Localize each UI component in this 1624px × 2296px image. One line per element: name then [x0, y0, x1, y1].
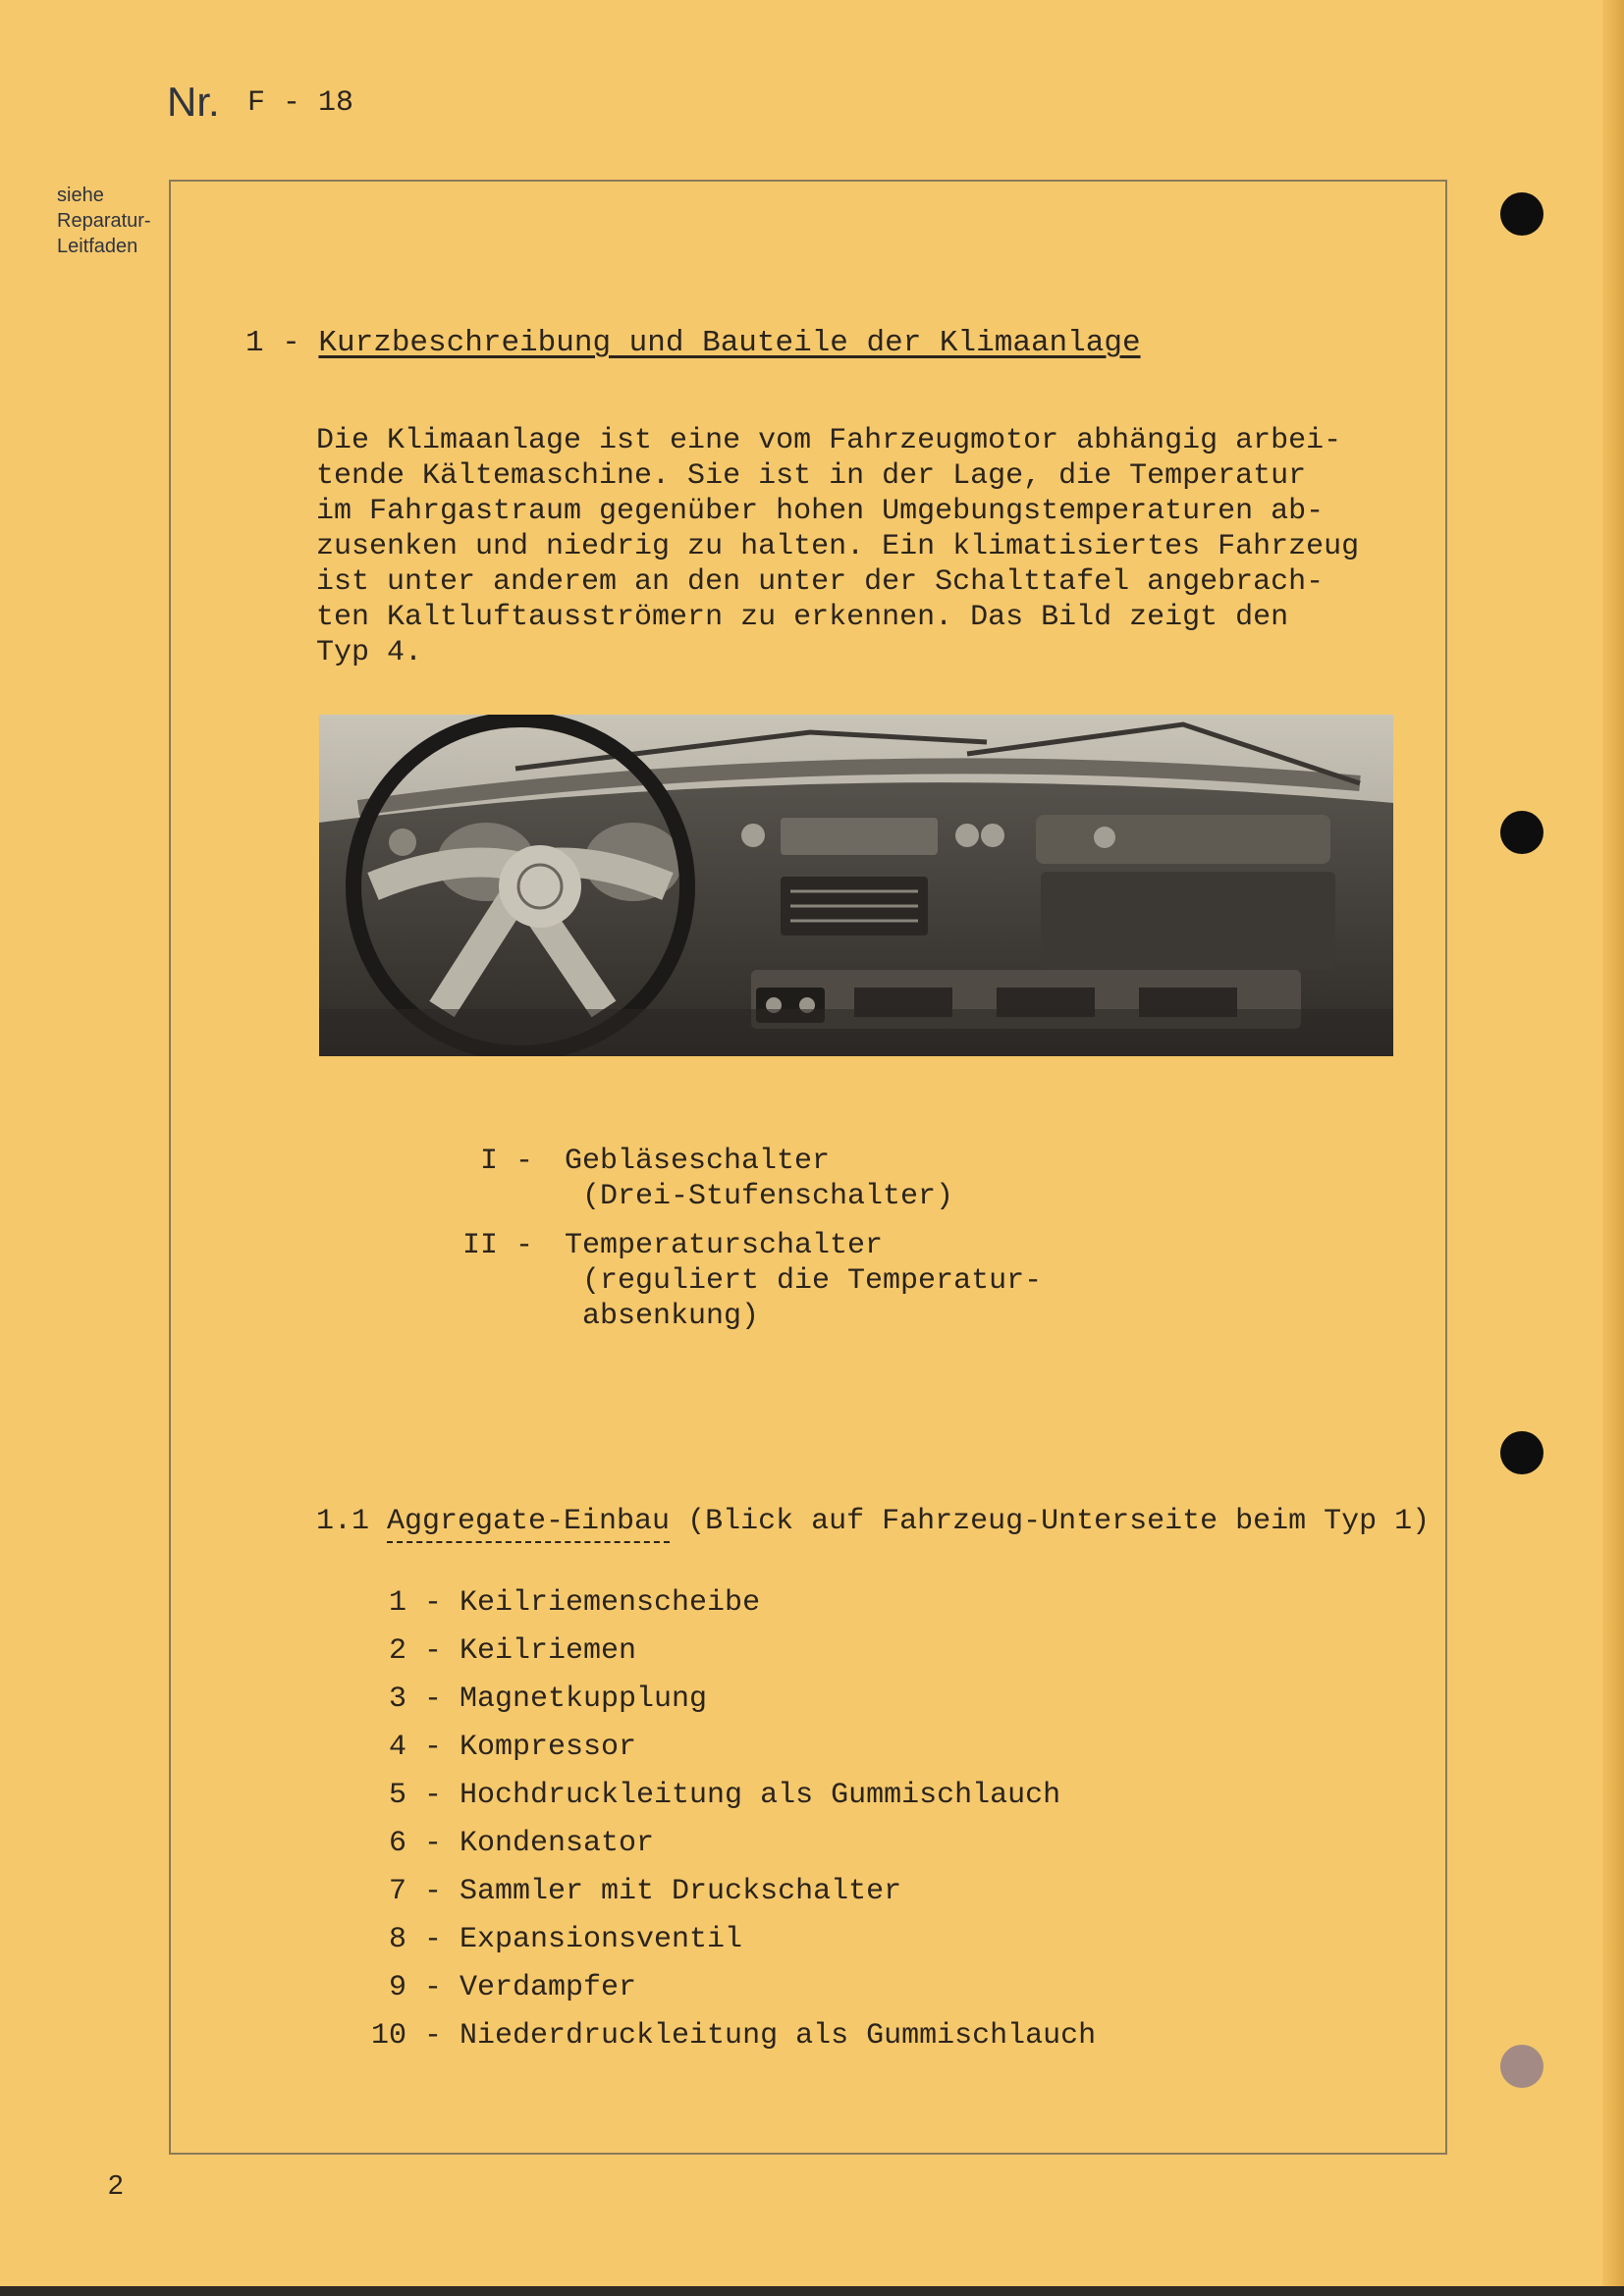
list-item: 2 - Keilriemen	[365, 1633, 1096, 1682]
margin-note-line: siehe	[57, 185, 104, 206]
list-item: 10 - Niederdruckleitung als Gummischlauch	[365, 2018, 1096, 2066]
legend-line: (Drei-Stufenschalter)	[565, 1180, 954, 1213]
list-item-label: Hochdruckleitung als Gummischlauch	[460, 1779, 1061, 1812]
list-item-number: 8	[388, 1923, 406, 1956]
list-item: 5 - Hochdruckleitung als Gummischlauch	[365, 1778, 1096, 1826]
section-1-1-number: 1.1	[316, 1505, 388, 1538]
paragraph-line: ten Kaltluftausströmern zu erkennen. Das Bild zeigt den	[316, 601, 1289, 634]
section-1-heading	[245, 326, 1141, 360]
legend-number: I -	[479, 1145, 551, 1178]
section-1-1-note: (Blick auf Fahrzeug-Unterseite beim Typ 1)	[670, 1505, 1431, 1538]
section-1-paragraph	[316, 423, 1435, 670]
list-item: 7 - Sammler mit Druckschalter	[365, 1874, 1096, 1922]
dashboard-photo	[319, 715, 1393, 1056]
legend-line: (reguliert die Temperatur-	[565, 1264, 1043, 1298]
list-item-number: 4	[388, 1731, 406, 1764]
legend-entry-i	[479, 1144, 1042, 1214]
punch-hole	[1500, 192, 1543, 236]
paragraph-line: ist unter anderem an den unter der Schalttafel angebrach-	[316, 565, 1325, 599]
paragraph-line: Typ 4.	[316, 636, 423, 669]
list-item-label: Keilriemen	[460, 1634, 637, 1668]
legend-line: Gebläseschalter	[565, 1145, 831, 1178]
legend-number: II -	[461, 1229, 551, 1262]
photo-legend	[461, 1144, 1043, 1334]
paragraph-line: zusenken und niedrig zu halten. Ein klimatisiertes Fahrzeug	[316, 530, 1360, 563]
list-item-label: Sammler mit Druckschalter	[460, 1875, 902, 1908]
list-item-number: 7	[388, 1875, 406, 1908]
page-number: 2	[108, 2169, 124, 2200]
punch-hole	[1500, 811, 1543, 854]
legend-entry-ii	[461, 1228, 1043, 1334]
list-item-label: Verdampfer	[460, 1971, 637, 2004]
margin-note	[57, 183, 165, 259]
page-edge-shadow	[1602, 0, 1624, 2296]
list-item-label: Expansionsventil	[460, 1923, 743, 1956]
list-item: 3 - Magnetkupplung	[365, 1682, 1096, 1730]
dashboard-illustration	[319, 715, 1393, 1056]
list-item-number: 6	[388, 1827, 406, 1860]
section-1-1-heading	[316, 1505, 1430, 1538]
punch-hole	[1500, 1431, 1543, 1474]
component-list	[365, 1585, 1096, 2066]
list-item-label: Magnetkupplung	[460, 1682, 708, 1716]
punch-hole	[1500, 2045, 1543, 2088]
list-item-number: 9	[388, 1971, 406, 2004]
margin-note-line: Reparatur-	[57, 210, 151, 232]
scan-bottom-edge	[0, 2286, 1624, 2296]
header-document-code: F - 18	[247, 86, 354, 120]
list-item-label: Kondensator	[460, 1827, 655, 1860]
list-item: 6 - Kondensator	[365, 1826, 1096, 1874]
paragraph-line: Die Klimaanlage ist eine vom Fahrzeugmotor abhängig arbei-	[316, 424, 1342, 457]
list-item-number: 1	[388, 1586, 406, 1620]
list-item-label: Keilriemenscheibe	[460, 1586, 761, 1620]
section-1-1-title: Aggregate-Einbau	[387, 1505, 670, 1543]
list-item-number: 10	[370, 2019, 406, 2053]
list-item-label: Niederdruckleitung als Gummischlauch	[460, 2019, 1097, 2053]
list-item-number: 5	[388, 1779, 406, 1812]
legend-line: absenkung)	[565, 1300, 760, 1333]
section-1-number: 1 -	[245, 326, 319, 360]
section-1-title: Kurzbeschreibung und Bauteile der Klimaanlage	[318, 326, 1141, 360]
legend-line: Temperaturschalter	[565, 1229, 884, 1262]
list-item-number: 3	[388, 1682, 406, 1716]
paragraph-line: im Fahrgastraum gegenüber hohen Umgebungstemperaturen ab-	[316, 495, 1325, 528]
header-nr-label: Nr.	[167, 79, 220, 125]
paragraph-line: tende Kältemaschine. Sie ist in der Lage, die Temperatur	[316, 459, 1307, 493]
list-item: 1 - Keilriemenscheibe	[365, 1585, 1096, 1633]
list-item-number: 2	[388, 1634, 406, 1668]
list-item: 4 - Kompressor	[365, 1730, 1096, 1778]
list-item: 8 - Expansionsventil	[365, 1922, 1096, 1970]
list-item-label: Kompressor	[460, 1731, 637, 1764]
margin-note-line: Leitfaden	[57, 236, 138, 257]
list-item: 9 - Verdampfer	[365, 1970, 1096, 2018]
